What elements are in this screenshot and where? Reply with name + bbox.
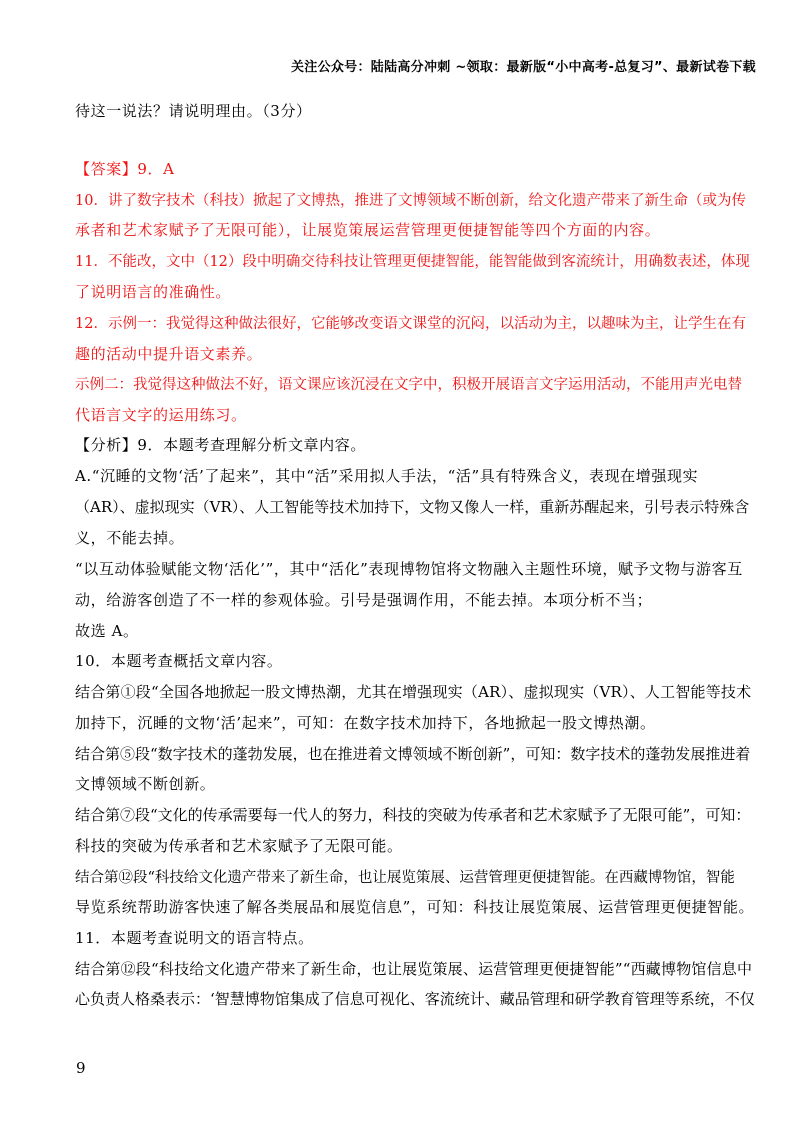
answer-line: 11．不能改，文中（12）段中明确交待科技让管理更便捷智能，能智能做到客流统计，用确数表述，体现 — [75, 254, 750, 270]
analysis-line: 11．本题考查说明文的语言特点。 — [75, 929, 314, 947]
analysis-line: 10．本题考查概括文章内容。 — [75, 652, 283, 670]
text-line: 待这一说法？请说明理由。（3分） — [75, 102, 312, 120]
analysis-line: 结合第⑦段“文化的传承需要每一代人的努力，科技的突破为传承者和艺术家赋予了无限可能”，可知： — [75, 806, 751, 824]
answer-line: 示例二：我觉得这种做法不好，语文课应该沉浸在文字中，积极开展语言文字运用活动，不能用声光电替 — [75, 377, 742, 393]
answer-line: 承者和艺术家赋予了无限可能），让展览策展运营管理更便捷智能等四个方面的内容。 — [75, 221, 661, 239]
analysis-line: 心负责人格桑表示：‘智慧博物馆集成了信息可视化、客流统计、藏品管理和研学教育管理等系统，不仅 — [75, 990, 755, 1008]
analysis-line: 动，给游客创造了不一样的参观体验。引号是强调作用，不能去掉。本项分析不当； — [75, 591, 653, 609]
page-number: 9 — [76, 1059, 86, 1077]
analysis-line: 【分析】9．本题考查理解分析文章内容。 — [75, 436, 366, 454]
page-header: 关注公众号：陆陆高分冲刺 ~领取：最新版“小中高考-总复习”、最新试卷下载 — [290, 60, 756, 75]
analysis-line: 结合第①段“全国各地掀起一股文博热潮，尤其在增强现实（AR）、虚拟现实（VR）、人工智能等技术 — [75, 683, 752, 701]
analysis-line: 文博领域不断创新。 — [75, 775, 216, 793]
answer-line: 10．讲了数字技术（科技）掀起了文博热，推进了文博领域不断创新，给文化遗产带来了新生命（或为传 — [75, 193, 746, 209]
analysis-line: 结合第⑤段“数字技术的蓬勃发展，也在推进着文博领域不断创新”，可知：数字技术的蓬勃发展推进着 — [75, 745, 751, 763]
analysis-line: 义，不能去掉。 — [75, 529, 185, 547]
analysis-line: A.“沉睡的文物‘活’了起来”，其中“活”采用拟人手法，“活”具有特殊含义，表现在增强现实 — [75, 467, 699, 485]
analysis-line: 结合第⑫段“科技给文化遗产带来了新生命，也让展览策展、运营管理更便捷智能。在西藏博物馆，智能 — [75, 870, 735, 886]
analysis-line: “以互动体验赋能文物‘活化’”，其中“活化”表现博物馆将文物融入主题性环境，赋予文物与游客互 — [75, 560, 743, 578]
analysis-line: 加持下，沉睡的文物‘活’起来”，可知：在数字技术加持下，各地掀起一股文博热潮。 — [75, 714, 656, 732]
analysis-line: （AR）、虚拟现实（VR）、人工智能等技术加持下，文物又像人一样，重新苏醒起来，引号表示特殊含 — [75, 498, 750, 516]
answer-line: 12．示例一：我觉得这种做法很好，它能够改变语文课堂的沉闷，以活动为主，以趣味为主，让学生在有 — [75, 316, 746, 332]
analysis-line: 科技的突破为传承者和艺术家赋予了无限可能。 — [75, 837, 403, 855]
answer-line: 趣的活动中提升语文素养。 — [75, 345, 263, 363]
analysis-line: 故选 A。 — [75, 622, 139, 640]
answer-line: 了说明语言的准确性。 — [75, 283, 232, 301]
analysis-line: 导览系统帮助游客快速了解各类展品和展览信息”，可知：科技让展览策展、运营管理更便捷智能。 — [75, 898, 755, 916]
answer-line: 【答案】9．A — [75, 160, 175, 178]
analysis-line: 结合第⑫段“科技给文化遗产带来了新生命，也让展览策展、运营管理更便捷智能”“西藏博物馆信息中 — [75, 960, 753, 978]
answer-line: 代语言文字的运用练习。 — [75, 406, 247, 424]
